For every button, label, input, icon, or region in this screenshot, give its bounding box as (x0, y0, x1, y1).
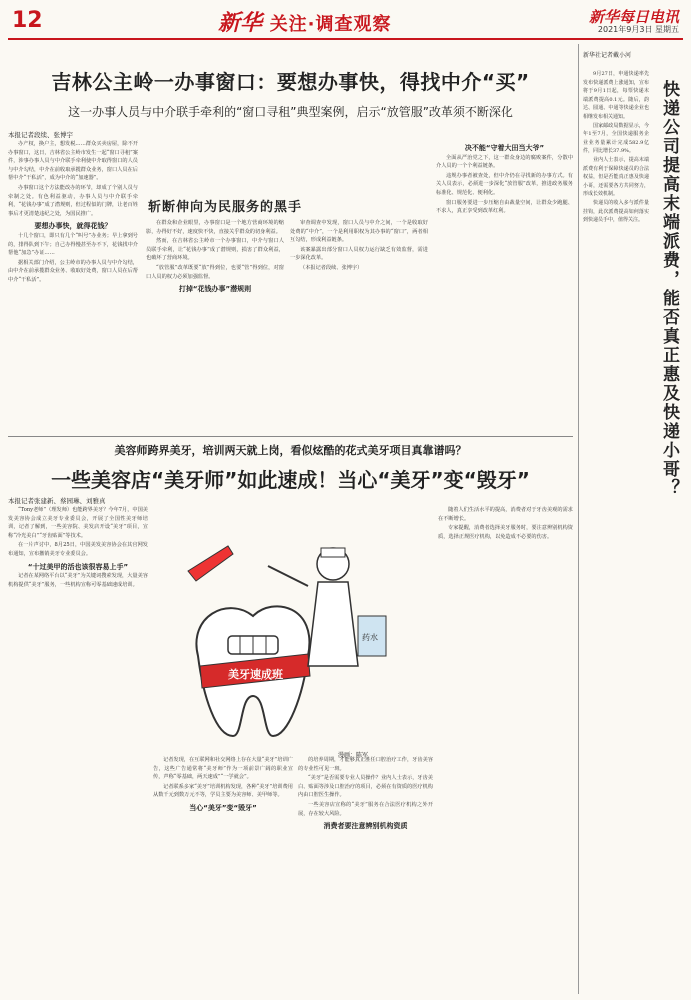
dental-tool (268, 566, 308, 586)
story2-column-1 (8, 506, 148, 994)
section-heading: 当心“美牙”变“毁牙” (189, 803, 257, 812)
story1-subhead: 这一办事人员与中介联手牵利的“窗口寻租”典型案例，启示“放管服”改革须不断深化 (68, 105, 513, 119)
paragraph: 专家提醒，消费者选择美牙服务时，要注意辨别机构资质，选择正规医疗机构，以免造成不必要的伤害。 (438, 525, 573, 540)
section-heading: “十过美甲的活也该很容易上手” (27, 562, 129, 571)
page-number: 12 (12, 8, 43, 33)
paragraph: “放管服”改革既要“放”得到位，也要“管”得到位，对窗口人员的权力必须加强监督。 (146, 264, 284, 280)
section-heading: 打掉“花钱办事”潜规则 (178, 285, 252, 294)
cartoon-credit: 漫画：陈军 (338, 752, 369, 759)
paragraph: 记者在某网络平台以“美牙”为关键词搜索发现，大量美容机构提供“美牙”服务，一些机构宣称可零基础速成培训。 (8, 573, 148, 588)
paragraph: 十几个窗口，即只有几个“叫号”办业务；早上拿到号的，排得队到下午；自己办得慢甚至办不下，花钱找中介帮他“加急”办证…… (8, 232, 138, 257)
paragraph: 业内人士表示，提高末端派费有利于保障快递员的合法权益，但是否能真正惠及快递小哥，还需要各方共同努力，形成长效机制。 (583, 156, 649, 198)
section-label: 关注·调查观察 (269, 14, 392, 35)
paragraph: 9月27日，申通快递率先发布快递派费上涨通知，宣布将于9月1日起，每票快递末端派费提高0.1元。随后，韵达、圆通、中通等快递企业也相继发布相关通知。 (583, 71, 649, 120)
section-masthead (218, 6, 392, 37)
section-heading: 消费者要注意辨别机构资质 (323, 822, 408, 831)
story2-column-4 (438, 506, 573, 994)
story1-column-1 (8, 140, 138, 430)
page-header (0, 0, 691, 40)
story1-column-3 (290, 219, 428, 431)
syringe (188, 546, 233, 581)
paragraph: 快递员的收入多与派件量挂钩，此次派费提高如何落实到快递员手中，值得关注。 (583, 199, 649, 224)
sidebar-body (583, 70, 649, 970)
story1-headline: 吉林公主岭一办事窗口：要想办事快，得找中介“买” (51, 70, 530, 94)
story-divider (8, 436, 573, 437)
paragraph: 在群众和企业眼里，办事窗口是一个地方营商环境的缩影，办得好不好，速度快不快，直接关乎群众的切身利益。 (146, 220, 284, 235)
paragraph: 全面从严治党之下，这一群众身边的腐败案件，分散中介人员的一个个利益链条。 (436, 154, 573, 170)
section-heading: 要想办事快，就得花钱？ (34, 222, 112, 231)
story2-headline: 一些美容店“美牙师”如此速成！当心“美牙”变“毁牙” (51, 468, 530, 492)
doctor-coat (308, 582, 358, 666)
doctor-cap (321, 548, 345, 557)
main-content (8, 44, 573, 994)
paragraph: 一些美容店宣称的“美牙”服务在合法医疗机构之外开展，存在较大风险。 (298, 801, 433, 817)
paragraph: 的培养周期，才能够真正胜任口腔治疗工作，牙齿美容的专业性可见一斑。 (298, 757, 433, 772)
paragraph: “美牙”是否需要专业人员操作？业内人士表示，牙齿美白、贴面等涉及口腔治疗的项目，必须在有资质的医疗机构内由口腔医生操作。 (298, 775, 433, 799)
brand-logo-right: 新华每日电讯 (588, 8, 679, 26)
section-heading: 决不能“守着大田当大爷” (464, 144, 545, 152)
header-rule (8, 38, 683, 40)
paragraph: “Tony老师”（理发师）也能跨界美牙？今年7月，中国美发美容协会成立美牙专业委员会，开展了全国性美牙师培训，记者了解到，一些美容院、美发店开设“美牙”项目，宣称“冷光美白”“牙齿贴面”等技术。 (8, 507, 148, 539)
paragraph: 窗口服务要进一步压缩自由裁量空间，让群众少跑腿、不求人，真正享受到改革红利。 (436, 199, 573, 215)
paragraph: 国家邮政局数据显示，今年1至7月，全国快递服务企业业务量累计完成582.9亿件，同比增长37.9%。 (583, 122, 649, 155)
paragraph: 违规办事者被查处，但中介仍在寻找新的办事方式。有关人员表示，必须进一步深化“放管服”改革，推进政务服务标准化、规范化、便利化。 (436, 172, 573, 196)
brand-logo-left: 新华 (218, 11, 263, 36)
paragraph: 记者联系多家“美牙”培训机构发现，各种“美牙”培训费用从数千元到数万元不等，学员主要为美容师、美甲师等。 (153, 783, 293, 799)
cartoon-sash-label: 美牙速成班 (228, 668, 283, 681)
story1-column-2 (146, 219, 284, 431)
paragraph: 然而，在吉林省公主岭市一个办事窗口，中介与窗口人员联手牵利，让“花钱办事”成了潜规则，损害了群众利益，也破坏了营商环境。 (146, 238, 284, 262)
story2-pre-headline: 美容师跨界美牙，培训两天就上岗，看似炫酷的花式美牙项目真靠谱吗？ (114, 444, 467, 457)
paragraph: 随着人们生活水平的提高，消费者对于牙齿美观的需求在不断增长。 (438, 507, 573, 522)
paragraph: 办产权，换户主，想发税……群众买卖房屋，除不开办事窗口，这日，吉林省公主岭市发生一起“窗口寻租”案件，涉事办事人员与中介联手牵利使中介取得窗口的人员与中介勾结，中介在前收取承揽群众业务，窗口人员在后帮中介“干私活”，成为中介的“加速器”。 (8, 141, 138, 182)
paragraph: 记者发现，在互联网和社交网络上存在大量“美牙”培训广告，这些广告通常将“美牙师”作为一项前景广阔的职业宣传，声称“零基础，两天速成”“一学就会”。 (153, 757, 293, 781)
sidebar-title: 快递公司提高末端派费，能否真正惠及快递小哥？ (659, 80, 679, 498)
paragraph: 在一片声讨中，8月25日，中国美发美容协会在其官网发布通知，宣布撤销美牙专业委员会。 (8, 542, 148, 557)
sidebar-article (578, 44, 683, 994)
issue-date: 2021年9月3日 星期五 (597, 25, 679, 34)
story1-column-4 (436, 140, 573, 430)
story2-column-2 (153, 756, 293, 994)
dental-cartoon-illustration (158, 536, 408, 746)
story2-byline: 本报记者张建新、蔡园琳、刘雅真 (8, 497, 106, 505)
story2-column-3 (298, 756, 433, 994)
paragraph: （本报记者段续、张博宇） (300, 264, 363, 271)
story-1 (8, 66, 573, 294)
story1-inset-title: 斩断伸向为民服务的黑手 (148, 200, 303, 215)
sidebar-byline: 新华社记者戴小河 (583, 52, 632, 59)
paragraph: 审查调查中发现，窗口人员与中介之间，一个是收取好处费的“中介”，一个是利用职权为其办事的“窗口”，两者相互勾结，形成利益链条。 (290, 220, 428, 244)
paragraph: 据相关部门介绍，公主岭市的办事人员与中介勾结，由中介在前承揽群众业务、收取好处费，窗口人员在后帮中介“干私活”。 (8, 259, 138, 283)
paragraph: 办事窗口这个方法能改办的环节，却成了个别人员与牵制之处。有色利益驱动，办事人员与中介联手牵利，“花钱办事”成了潜规则，但过程似的门牌，让老百姓事后才更清楚违纪之处，为国民推广。 (8, 184, 138, 217)
story1-byline: 本报记者段续、张博宇 (8, 131, 73, 139)
paragraph: 该案暴露出部分窗口人员权力运行缺乏有效监督，需进一步深化改革。 (290, 246, 428, 262)
cartoon-bottle-label: 药水 (362, 633, 378, 642)
